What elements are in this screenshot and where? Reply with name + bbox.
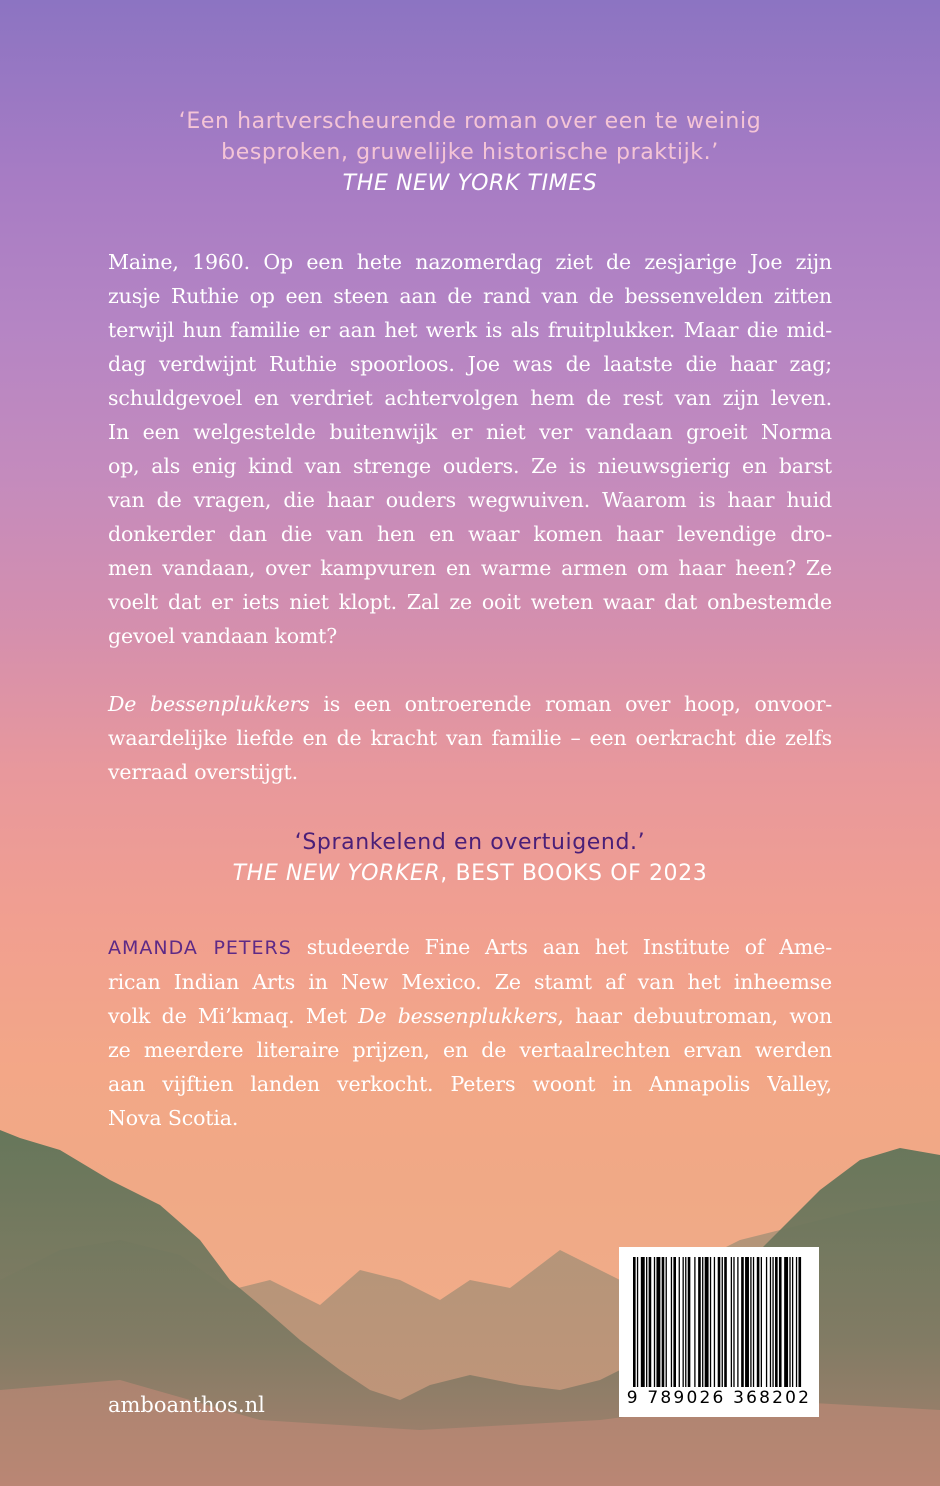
bio-text: , haar debuutroman, won bbox=[557, 1004, 833, 1028]
synopsis-line: schuldgevoel en verdriet achtervolgen hem de rest van zijn leven. bbox=[108, 386, 832, 410]
author-name: AMANDA PETERS bbox=[108, 937, 292, 959]
bio-line: ze meerdere literaire prijzen, en de vertaalrechten ervan werden bbox=[108, 1038, 832, 1062]
tagline-text: is een ontroerende roman over hoop, onvoor- bbox=[309, 692, 832, 716]
barcode-bar bbox=[705, 1257, 709, 1387]
synopsis-line: terwijl hun familie er aan het werk is als fruitplukker. Maar die mid- bbox=[108, 318, 832, 342]
barcode-bar bbox=[761, 1257, 762, 1387]
barcode-bar bbox=[654, 1257, 655, 1387]
barcode-bar bbox=[784, 1257, 788, 1387]
barcode-bar bbox=[770, 1257, 771, 1387]
isbn-number: 9 789026 368202 bbox=[626, 1388, 812, 1408]
bio-text: studeerde Fine Arts aan het Institute of Ame- bbox=[291, 935, 832, 959]
synopsis-line: gevoel vandaan komt? bbox=[108, 624, 338, 648]
barcode-bar bbox=[718, 1257, 721, 1387]
barcode-bar bbox=[688, 1257, 691, 1387]
barcode-bar bbox=[671, 1257, 672, 1387]
book-title-italic: De bessenplukkers bbox=[108, 692, 310, 716]
barcode-bar bbox=[666, 1257, 667, 1387]
barcode-bar bbox=[633, 1257, 636, 1387]
review-quote-bottom bbox=[0, 827, 940, 889]
synopsis-line: In een welgestelde buitenwijk er niet ver vandaan groeit Norma bbox=[108, 420, 832, 444]
quote-source-rest: , BEST BOOKS OF 2023 bbox=[440, 861, 708, 886]
quote-source: THE NEW YORK TIMES bbox=[342, 171, 598, 196]
quote-line: ‘Sprankelend en overtuigend.’ bbox=[294, 830, 646, 855]
isbn-barcode bbox=[619, 1247, 819, 1417]
barcode-bar bbox=[745, 1257, 749, 1387]
quote-source bbox=[0, 858, 940, 889]
synopsis-line: zusje Ruthie op een steen aan de rand van de bessenvelden zitten bbox=[108, 284, 832, 308]
synopsis-line: van de vragen, die haar ouders wegwuiven. Waarom is haar huid bbox=[108, 488, 832, 512]
barcode-bar bbox=[683, 1257, 684, 1387]
barcode-bar bbox=[685, 1257, 686, 1387]
barcode-bar bbox=[789, 1257, 790, 1387]
synopsis-paragraph bbox=[108, 245, 832, 653]
author-bio bbox=[108, 930, 832, 1135]
barcode-bar bbox=[673, 1257, 676, 1387]
barcode-bar bbox=[698, 1257, 701, 1387]
barcode-bar bbox=[737, 1257, 738, 1387]
synopsis-line: men vandaan, over kampvuren en warme armen om haar heen? Ze bbox=[108, 556, 832, 580]
barcode-bar bbox=[637, 1257, 638, 1387]
barcode-bar bbox=[753, 1257, 754, 1387]
bio-line: aan vijftien landen verkocht. Peters woont in Annapolis Valley, bbox=[108, 1072, 832, 1096]
publisher-website: amboanthos.nl bbox=[108, 1393, 265, 1417]
barcode-bar bbox=[792, 1257, 793, 1387]
quote-source-publication: THE NEW YORKER bbox=[232, 861, 441, 886]
barcode-bar bbox=[772, 1257, 773, 1387]
barcode-bar bbox=[775, 1257, 778, 1387]
barcode-bar bbox=[722, 1257, 723, 1387]
book-title-italic: De bessenplukkers bbox=[358, 1004, 558, 1028]
barcode-bar bbox=[724, 1257, 727, 1387]
barcode-bar bbox=[702, 1257, 703, 1387]
tagline-line: verraad overstijgt. bbox=[108, 760, 298, 784]
synopsis-line: donkerder dan die van hen en waar komen haar levendige dro- bbox=[108, 522, 832, 546]
barcode-bar bbox=[750, 1257, 751, 1387]
synopsis-line: dag verdwijnt Ruthie spoorloos. Joe was de laatste die haar zag; bbox=[108, 352, 832, 376]
barcode-bar bbox=[798, 1257, 801, 1387]
review-quote-top bbox=[0, 106, 940, 199]
barcode-bar bbox=[662, 1257, 665, 1387]
bio-line: rican Indian Arts in New Mexico. Ze stamt af van het inheemse bbox=[108, 970, 832, 994]
synopsis-line: Maine, 1960. Op een hete nazomerdag ziet de zesjarige Joe zijn bbox=[108, 250, 832, 274]
bio-text: volk de Mi’kmaq. Met bbox=[108, 1004, 359, 1028]
barcode-bar bbox=[766, 1257, 767, 1387]
barcode-bars-icon bbox=[633, 1257, 805, 1387]
barcode-bar bbox=[731, 1257, 732, 1387]
barcode-bar bbox=[679, 1257, 680, 1387]
bio-line bbox=[108, 999, 832, 1033]
barcode-bar bbox=[649, 1257, 652, 1387]
tagline-line bbox=[108, 687, 832, 721]
barcode-bar bbox=[779, 1257, 782, 1387]
quote-line: besproken, gruwelijke historische praktijk.’ bbox=[221, 140, 719, 165]
barcode-bar bbox=[796, 1257, 797, 1387]
barcode-bar bbox=[694, 1257, 695, 1387]
bio-line bbox=[108, 930, 832, 965]
barcode-bar bbox=[656, 1257, 660, 1387]
barcode-bar bbox=[646, 1257, 647, 1387]
tagline-line: waardelijke liefde en de kracht van familie – een oerkracht die zelfs bbox=[108, 726, 832, 750]
tagline-paragraph bbox=[108, 687, 832, 789]
barcode-bar bbox=[741, 1257, 744, 1387]
bio-line: Nova Scotia. bbox=[108, 1106, 239, 1130]
quote-line: ‘Een hartverscheurende roman over een te weinig bbox=[178, 109, 762, 134]
barcode-bar bbox=[757, 1257, 760, 1387]
synopsis-line: op, als enig kind van strenge ouders. Ze is nieuwsgierig en barst bbox=[108, 454, 832, 478]
barcode-bar bbox=[733, 1257, 734, 1387]
synopsis-line: voelt dat er iets niet klopt. Zal ze ooit weten waar dat onbestemde bbox=[108, 590, 832, 614]
barcode-bar bbox=[641, 1257, 645, 1387]
barcode-bar bbox=[714, 1257, 715, 1387]
barcode-bar bbox=[710, 1257, 711, 1387]
